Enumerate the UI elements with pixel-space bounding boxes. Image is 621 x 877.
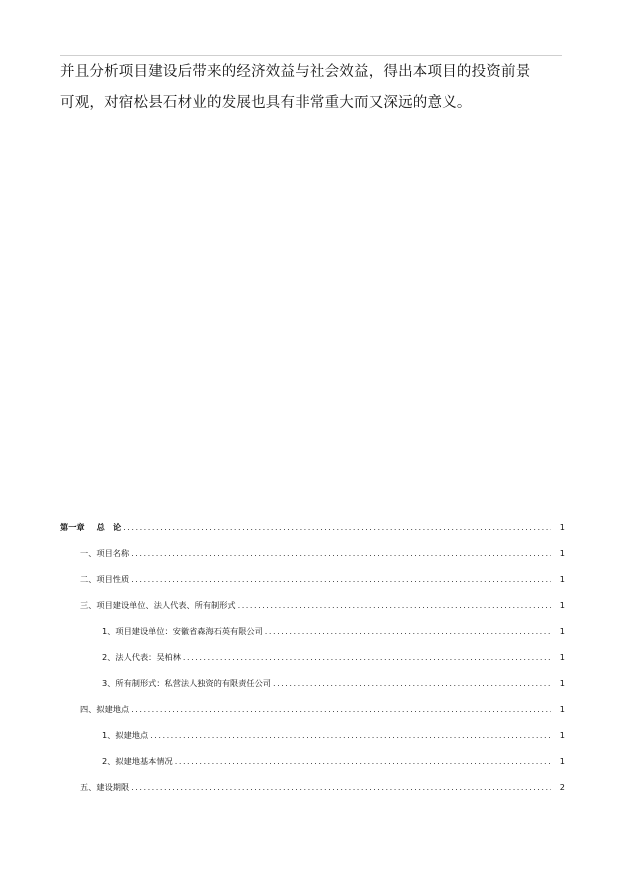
toc-page-number: 1: [559, 756, 565, 766]
toc-title: 拟建地点: [115, 729, 149, 740]
toc-number: 三、: [80, 599, 97, 610]
toc-leader: [265, 626, 551, 636]
toc-title: 项目建设单位：安徽省森海石英有限公司: [115, 625, 263, 636]
toc-leader: [131, 704, 551, 714]
toc-page-number: 1: [559, 600, 565, 610]
toc-leader: [131, 574, 551, 584]
toc-number: 四、: [80, 703, 97, 714]
toc-title: 法人代表：吴柏林: [115, 651, 181, 662]
toc-number: 3、: [102, 677, 116, 688]
toc-title: 项目性质: [96, 573, 130, 584]
toc-page-number: 1: [559, 678, 565, 688]
toc-page-number: 1: [559, 522, 565, 532]
toc-page-number: 1: [559, 730, 565, 740]
toc-page-number: 1: [559, 704, 565, 714]
toc-title: 总 论: [96, 521, 122, 532]
toc-number: 2、: [102, 755, 116, 766]
toc-leader: [131, 548, 551, 558]
toc-title: 拟建地点: [96, 703, 130, 714]
toc-leader: [131, 782, 551, 792]
paragraph-line-2: 可观，对宿松县石材业的发展也具有非常重大而又深远的意义。: [60, 95, 472, 111]
toc-title: 项目建设单位、法人代表、所有制形式: [96, 599, 236, 610]
toc-number: 第一章: [60, 521, 85, 532]
toc-entry-chapter-1[interactable]: [60, 520, 565, 534]
toc-leader: [273, 678, 551, 688]
toc-entry-4[interactable]: [60, 702, 565, 716]
toc-entry-5[interactable]: [60, 780, 565, 794]
toc-number: 1、: [102, 625, 116, 636]
toc-entry-3-2[interactable]: [60, 650, 565, 664]
toc-leader: [238, 600, 551, 610]
toc-entry-2[interactable]: [60, 572, 565, 586]
toc-page-number: 1: [559, 626, 565, 636]
header-rule: [60, 55, 562, 56]
toc-title: 所有制形式：私营法人独资的有限责任公司: [115, 677, 271, 688]
toc-number: 二、: [80, 573, 97, 584]
toc-entry-4-2[interactable]: [60, 754, 565, 768]
toc-leader: [183, 652, 551, 662]
toc-title: 建设期限: [96, 781, 130, 792]
toc-leader: [175, 756, 551, 766]
toc-leader: [123, 522, 551, 532]
toc-page-number: 2: [559, 782, 565, 792]
toc-page-number: 1: [559, 574, 565, 584]
toc-title: 项目名称: [96, 547, 130, 558]
toc-entry-3[interactable]: [60, 598, 565, 612]
toc-entry-1[interactable]: [60, 546, 565, 560]
toc-page-number: 1: [559, 652, 565, 662]
toc-leader: [150, 730, 551, 740]
toc-number: 五、: [80, 781, 97, 792]
toc-entry-3-3[interactable]: [60, 676, 565, 690]
toc-page-number: 1: [559, 548, 565, 558]
toc-entry-3-1[interactable]: [60, 624, 565, 638]
toc-number: 一、: [80, 547, 97, 558]
toc-number: 2、: [102, 651, 116, 662]
toc-title: 拟建地基本情况: [115, 755, 173, 766]
body-paragraph: [60, 57, 570, 119]
toc-entry-4-1[interactable]: [60, 728, 565, 742]
toc-number: 1、: [102, 729, 116, 740]
paragraph-line-1: 并且分析项目建设后带来的经济效益与社会效益，得出本项目的投资前景: [60, 64, 531, 80]
